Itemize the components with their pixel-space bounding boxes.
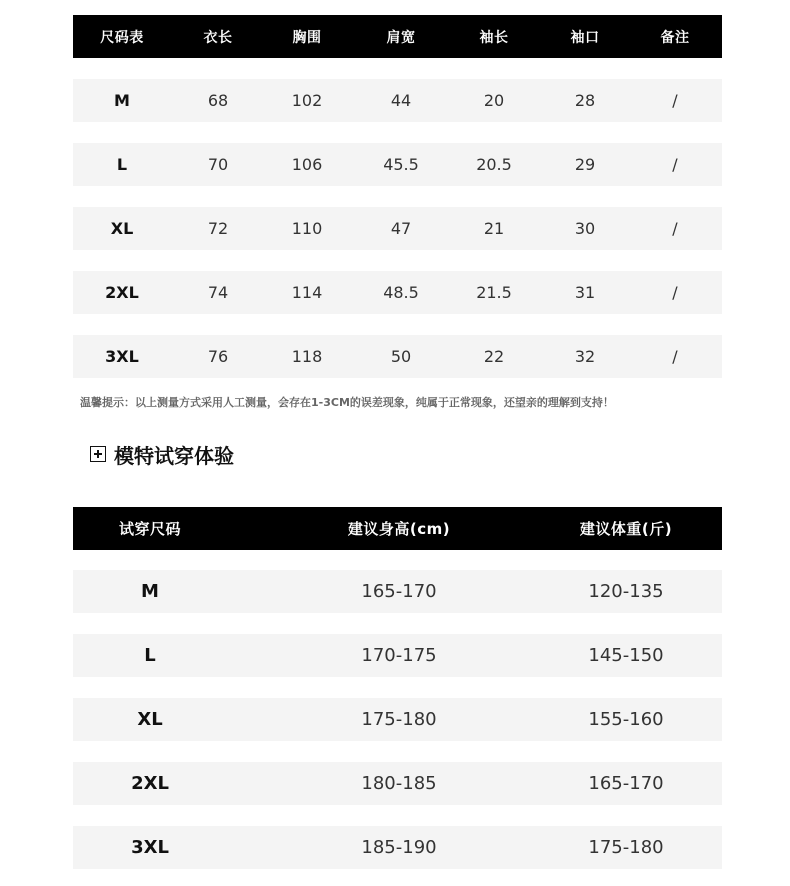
cell: 47 — [390, 219, 412, 238]
table-row — [73, 79, 722, 122]
header-chest: 胸围 — [292, 29, 322, 46]
cell: 74 — [207, 283, 229, 302]
table-row — [73, 698, 722, 741]
table-row — [73, 143, 722, 186]
header-length: 衣长 — [203, 29, 233, 46]
cell: 110 — [291, 219, 323, 238]
header-size: 尺码表 — [100, 29, 144, 46]
cell: 31 — [574, 283, 596, 302]
cell: 165-170 — [361, 581, 437, 602]
cell-size: L — [144, 645, 156, 666]
cell: / — [672, 219, 678, 238]
table-row — [73, 826, 722, 869]
cell-size: 3XL — [105, 347, 139, 366]
cell: / — [672, 283, 678, 302]
fit-table-header — [73, 507, 722, 550]
header-note: 备注 — [660, 29, 690, 46]
size-table-header — [73, 15, 722, 58]
table-row — [73, 634, 722, 677]
cell: 20 — [483, 91, 505, 110]
table-row — [73, 570, 722, 613]
cell: 22 — [483, 347, 505, 366]
cell: 45.5 — [383, 155, 419, 174]
header-height: 建议身高(cm) — [347, 520, 451, 538]
cell: 76 — [207, 347, 229, 366]
cell-size: 2XL — [131, 773, 169, 794]
cell: / — [672, 347, 678, 366]
plus-box-icon — [90, 446, 106, 462]
cell: 118 — [291, 347, 323, 366]
cell: 175-180 — [361, 709, 437, 730]
cell: 175-180 — [588, 837, 664, 858]
cell: / — [672, 91, 678, 110]
measurement-tip: 温馨提示：以上测量方式采用人工测量，会存在1-3CM的误差现象，纯属于正常现象，还望亲的理解到支持！ — [80, 396, 614, 409]
table-row — [73, 207, 722, 250]
header-sleeve: 袖长 — [479, 29, 509, 46]
cell: 165-170 — [588, 773, 664, 794]
cell: 72 — [207, 219, 229, 238]
cell: 114 — [291, 283, 323, 302]
header-shoulder: 肩宽 — [386, 29, 416, 46]
cell: 170-175 — [361, 645, 437, 666]
header-cuff: 袖口 — [570, 29, 600, 46]
cell-size: M — [141, 581, 159, 602]
table-row — [73, 335, 722, 378]
section-title: 模特试穿体验 — [114, 443, 234, 468]
section-heading — [90, 440, 234, 468]
cell: 29 — [574, 155, 596, 174]
cell-size: L — [116, 155, 128, 174]
cell: 32 — [574, 347, 596, 366]
cell: 48.5 — [383, 283, 419, 302]
cell-size: XL — [110, 219, 134, 238]
cell: 21 — [483, 219, 505, 238]
header-try-size: 试穿尺码 — [118, 520, 181, 538]
cell-size: XL — [137, 709, 163, 730]
cell: 44 — [390, 91, 412, 110]
cell: 50 — [390, 347, 412, 366]
cell: 120-135 — [588, 581, 664, 602]
cell-size: 2XL — [105, 283, 139, 302]
table-row — [73, 271, 722, 314]
cell: 145-150 — [588, 645, 664, 666]
cell: 106 — [291, 155, 323, 174]
cell: 180-185 — [361, 773, 437, 794]
cell: 185-190 — [361, 837, 437, 858]
cell: 21.5 — [476, 283, 512, 302]
header-weight: 建议体重(斤) — [579, 520, 673, 538]
cell: / — [672, 155, 678, 174]
cell: 155-160 — [588, 709, 664, 730]
cell: 20.5 — [476, 155, 512, 174]
cell: 28 — [574, 91, 596, 110]
cell: 70 — [207, 155, 229, 174]
cell: 68 — [207, 91, 229, 110]
cell-size: 3XL — [131, 837, 169, 858]
cell: 102 — [291, 91, 323, 110]
table-row — [73, 762, 722, 805]
cell: 30 — [574, 219, 596, 238]
cell-size: M — [114, 91, 130, 110]
